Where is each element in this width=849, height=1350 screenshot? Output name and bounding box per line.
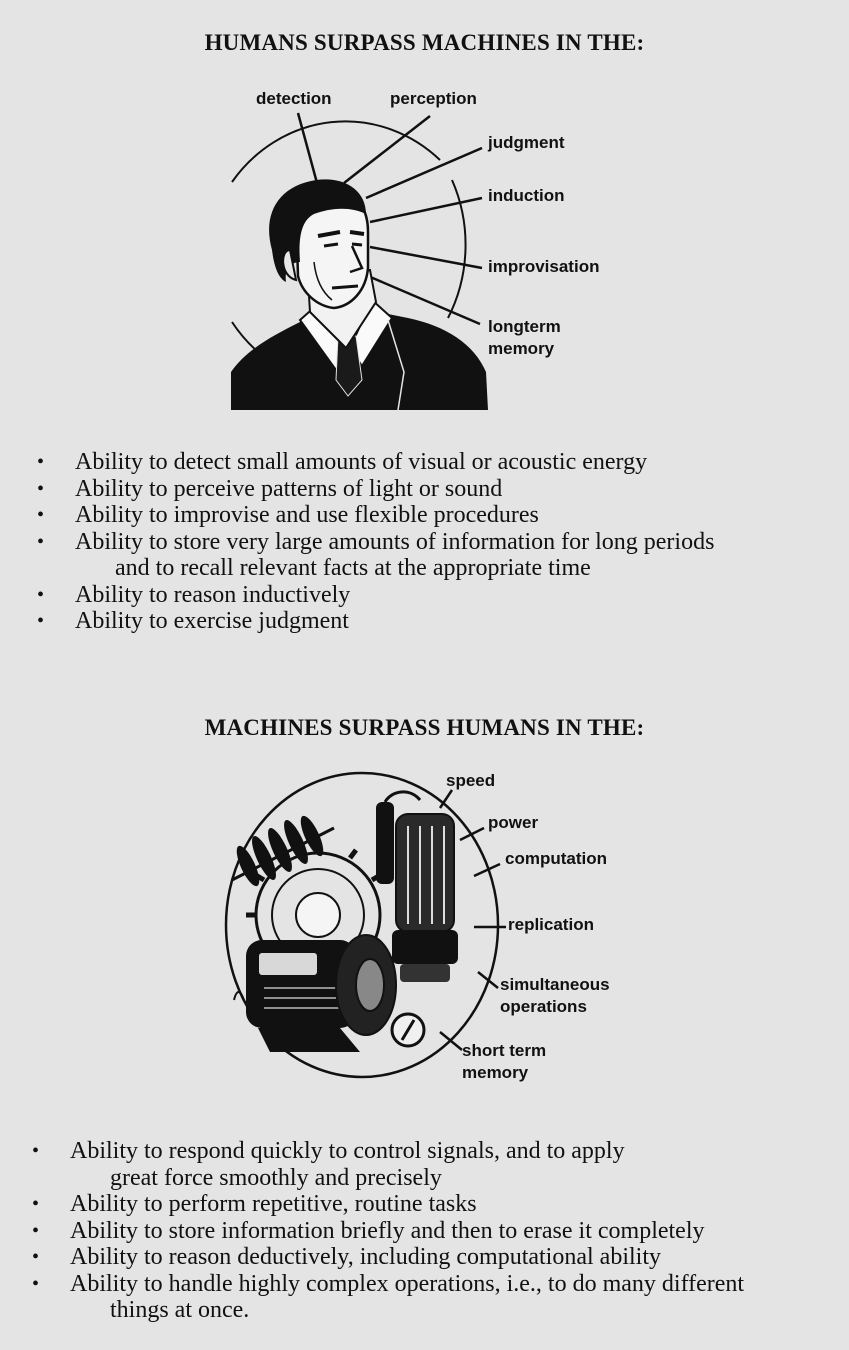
label-perception: perception [390,89,477,108]
bullet-icon: • [32,1140,40,1162]
list-item-text: Ability to reason inductively [75,581,351,608]
list-item [37,475,714,503]
list-item-continuation: great force smoothly and precisely [110,1164,442,1191]
list-item-text: Ability to reason deductively, including computational ability [70,1244,661,1270]
list-item-text: Ability to handle highly complex operations, i.e., to do many different [70,1270,745,1297]
list-item-text: Ability to improvise and use flexible procedures [75,502,539,528]
bullet-icon: • [37,477,45,500]
bullet-icon: • [32,1193,40,1215]
bullet-icon: • [37,583,45,606]
list-item-text: Ability to perform repetitive, routine tasks [70,1191,477,1217]
list-item [32,1244,744,1271]
list-item-text: Ability to store information briefly and then to erase it completely [70,1217,705,1244]
bullet-icon: • [32,1219,40,1242]
list-item [37,502,714,529]
label-detection: detection [256,89,332,108]
list-item-text: Ability to store very large amounts of information for long periods [75,528,715,555]
list-item [32,1217,744,1245]
list-item [32,1191,744,1218]
label-longterm-line2: memory [488,339,555,358]
list-item [32,1138,744,1191]
list-item [32,1270,745,1324]
label-longterm-line1: longterm [488,317,561,336]
list-item-text: Ability to perceive patterns of light or sound [75,475,503,502]
label-power: power [488,813,539,832]
bullet-icon: • [32,1272,40,1295]
label-improvisation: improvisation [488,257,600,276]
list-item [37,528,715,582]
list-item [37,581,714,609]
label-simultaneous-line1: simultaneous [500,975,610,994]
label-longterm-memory [488,316,561,360]
label-shortterm-line2: memory [462,1063,529,1082]
label-computation: computation [505,849,607,868]
label-simultaneous-line2: operations [500,997,587,1016]
bullet-icon: • [37,610,45,632]
bullet-icon: • [37,504,45,526]
human-section-heading: HUMANS SURPASS MACHINES IN THE: [204,30,645,55]
list-item-text: Ability to detect small amounts of visual or acoustic energy [75,449,648,475]
machine-illustration [0,760,849,1120]
list-item-continuation: and to recall relevant facts at the appropriate time [115,555,591,581]
label-induction: induction [488,186,565,205]
machine-section-heading: MACHINES SURPASS HUMANS IN THE: [204,715,645,740]
machine-abilities-list [32,1138,745,1324]
label-shortterm-line1: short term [462,1041,547,1060]
bullet-icon: • [32,1246,40,1268]
list-item [37,608,714,635]
label-replication: replication [508,915,594,934]
bullet-icon: • [37,451,45,473]
list-item-text: Ability to respond quickly to control signals, and to apply [70,1138,625,1164]
label-judgment: judgment [488,133,565,152]
list-item [37,449,714,476]
list-item-text: Ability to exercise judgment [75,608,349,634]
human-illustration [0,0,849,420]
label-speed: speed [446,771,496,790]
label-short-term-memory [462,1040,546,1084]
human-abilities-list [37,449,715,635]
list-item-continuation: things at once. [110,1297,250,1323]
label-simultaneous-operations [500,974,610,1018]
bullet-icon: • [37,530,45,553]
